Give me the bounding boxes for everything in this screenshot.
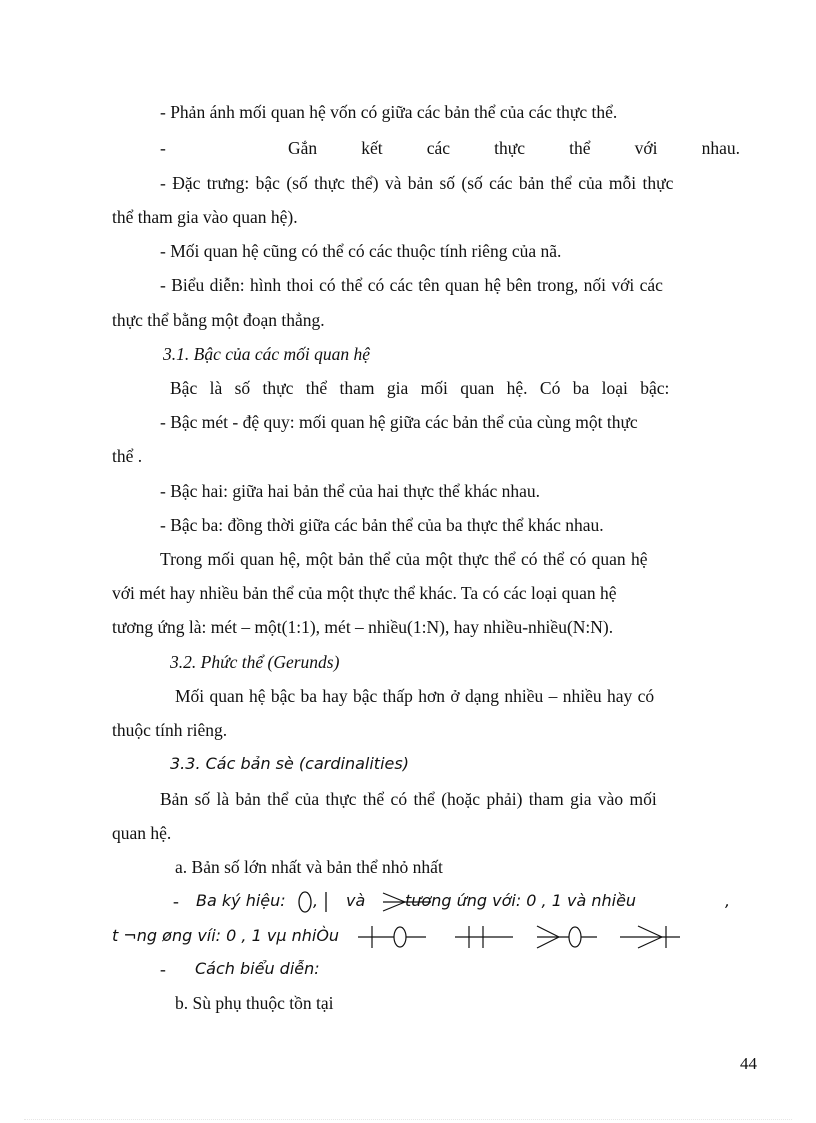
paragraph-line: Mối quan hệ bậc ba hay bậc thấp hơn ở dạng nhiều – nhiều hay có	[175, 686, 655, 706]
page-divider	[24, 1119, 792, 1120]
notation-label: Ba ký hiệu:	[196, 891, 286, 910]
paragraph-line: Trong mối quan hệ, một bản thể của một thực thể có thể có quan hệ	[160, 549, 648, 569]
zero-or-many-symbol-icon	[537, 922, 599, 952]
one-or-many-symbol-icon	[620, 922, 682, 952]
word: Gắn	[288, 138, 318, 158]
bullet-attributes: - Mối quan hệ cũng có thể có các thuộc tính riêng của nã.	[160, 241, 562, 261]
paragraph-line: với mét hay nhiều bản thể của một thực thể khác. Ta có các loại quan hệ	[112, 583, 617, 603]
bullet-dash: -	[160, 959, 166, 979]
word: nhau.	[701, 138, 740, 158]
word: kết	[361, 138, 383, 158]
section-heading-3-3: 3.3. Các bản sè (cardinalities)	[170, 754, 409, 773]
bullet-representation: - Biểu diễn: hình thoi có thể có các tên quan hệ bên trong, nối với các	[160, 275, 663, 295]
word: với	[634, 138, 658, 158]
paragraph-line: quan hệ.	[112, 823, 172, 843]
comma: ,	[725, 891, 731, 910]
word: các	[426, 138, 451, 158]
section-heading-3-2: 3.2. Phức thể (Gerunds)	[170, 652, 340, 672]
bullet-dash: -	[173, 891, 179, 911]
paragraph-line: thể .	[112, 446, 143, 466]
bullet-degree-three: - Bậc ba: đồng thời giữa các bản thể của ba thực thể khác nhau.	[160, 515, 604, 535]
section-heading-3-1: 3.1. Bậc của các mối quan hệ	[163, 344, 371, 364]
comma: ,	[313, 891, 319, 910]
circle-symbol-icon	[298, 890, 312, 914]
bullet-dash: -	[160, 138, 166, 158]
paragraph-line: tương ứng là: mét – một(1:1), mét – nhiều(1:N), hay nhiều-nhiều(N:N).	[112, 617, 614, 637]
exactly-one-symbol-icon	[455, 922, 515, 952]
notation-meaning: tương ứng với: 0 , 1 và nhiều	[405, 891, 637, 910]
subheading-b: b. Sù phụ thuộc tồn tại	[175, 993, 334, 1013]
subheading-a: a. Bản số lớn nhất và bản thể nhỏ nhất	[175, 857, 443, 877]
paragraph-line: Bản số là bản thể của thực thể có thể (hoặc phải) tham gia vào mối	[160, 789, 657, 809]
conjunction: và	[346, 891, 366, 910]
page-number: 44	[740, 1054, 757, 1073]
bullet-reflect-relationship: - Phản ánh mối quan hệ vốn có giữa các bản thể của các thực thể.	[160, 102, 618, 122]
paragraph-line: Bậc là số thực thể tham gia mối quan hệ. Có ba loại bậc:	[170, 378, 670, 398]
word: thực	[494, 138, 526, 158]
zero-or-one-symbol-icon	[358, 922, 428, 952]
bar-symbol-icon	[324, 890, 328, 914]
word: thể	[569, 138, 591, 158]
paragraph-line: thể tham gia vào quan hệ).	[112, 207, 298, 227]
paragraph-line: thực thể bằng một đoạn thẳng.	[112, 310, 325, 330]
bullet-degree-recursive: - Bậc mét - đệ quy: mối quan hệ giữa các bản thể của cùng một thực	[160, 412, 638, 432]
bullet-degree-two: - Bậc hai: giữa hai bản thể của hai thực thể khác nhau.	[160, 481, 541, 501]
bullet-characteristics: - Đặc trưng: bậc (số thực thể) và bản số (số các bản thể của mỗi thực	[160, 173, 674, 193]
notation-meaning-legacy-encoding: t ¬ng øng víi: 0 , 1 vµ nhiÒu	[112, 926, 340, 945]
paragraph-line: thuộc tính riêng.	[112, 720, 228, 740]
representation-label: Cách biểu diễn:	[195, 959, 320, 978]
bullet-link-entities	[288, 136, 740, 160]
